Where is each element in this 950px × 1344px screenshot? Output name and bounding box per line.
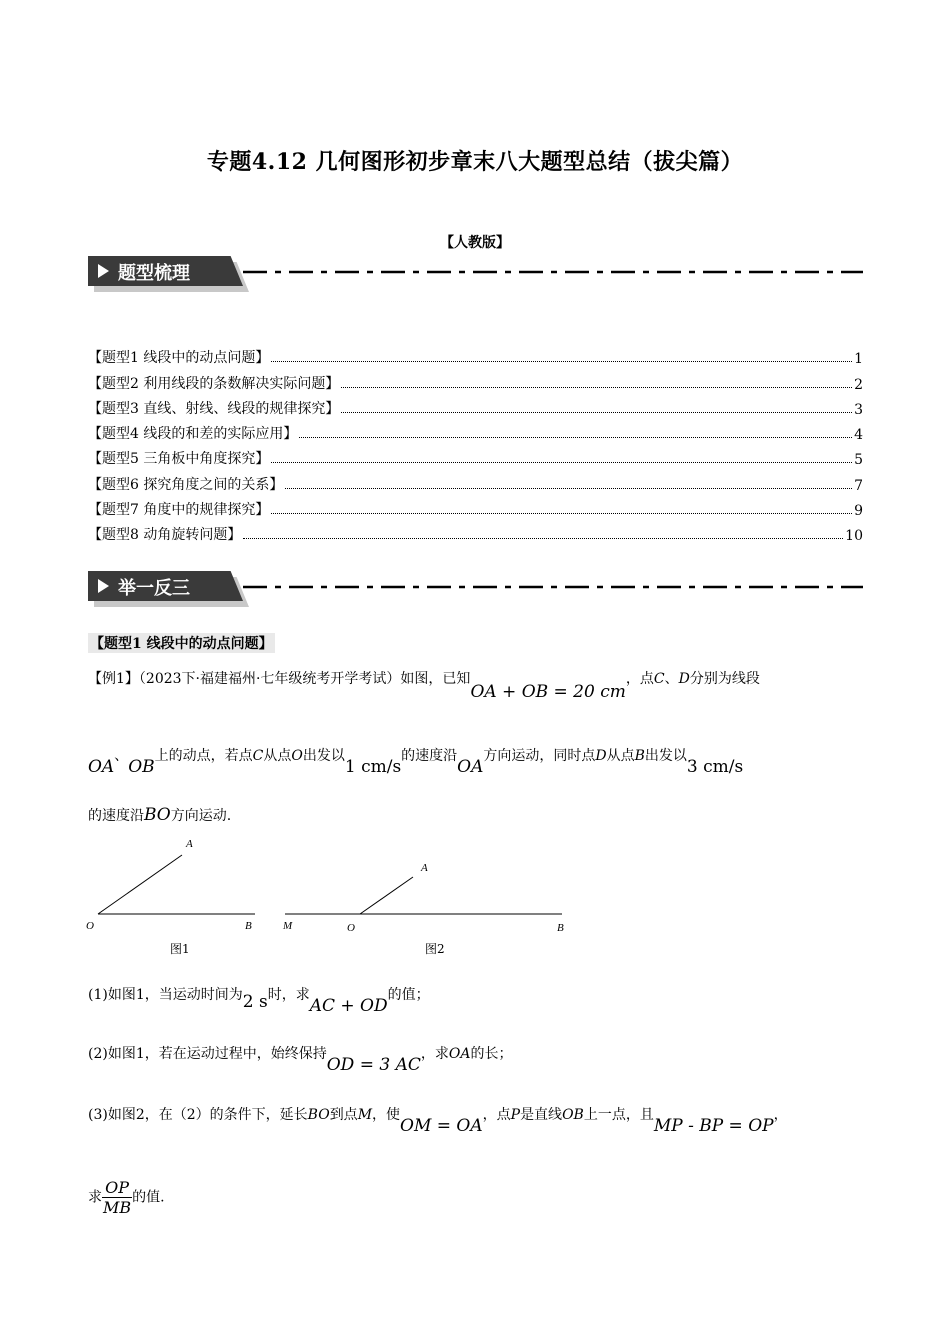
edition-label: 【人教版】 xyxy=(440,235,510,251)
banner-label: 题型梳理 xyxy=(118,263,190,284)
example-line-1: 【例1】（2023下·福建福州·七年级统考开学考试）如图，已知OA + OB = 20 cm，点C、D分别为线段 xyxy=(88,671,760,702)
dash-dot-rule xyxy=(243,585,863,589)
toc-item[interactable]: 【题型6 探究角度之间的关系】 7 xyxy=(88,476,863,494)
geometry-figures xyxy=(80,835,580,960)
figure2-caption: 图2 xyxy=(425,942,445,956)
example-line-3: 的速度沿BO方向运动. xyxy=(88,805,232,825)
fraction-op-over-mb: $\frac{OP}{MB}$ xyxy=(103,1178,132,1217)
toc-item[interactable]: 【题型1 线段中的动点问题】 1 xyxy=(88,350,863,368)
figure2-label-a: A xyxy=(421,862,428,874)
page-title: 专题4.12 几何图形初步章末八大题型总结（拔尖篇） xyxy=(206,149,744,175)
question-2: (2)如图1，若在运动过程中，始终保持OD = 3 AC，求OA的长； xyxy=(88,1046,513,1075)
figure2-label-b: B xyxy=(557,922,564,934)
question-1: (1)如图1，当运动时间为2 s时，求AC + OD的值； xyxy=(88,987,430,1016)
question-3: (3)如图2，在（2）的条件下，延长BO到点M，使OM = OA，点P是直线OB上一点，且MP - BP = OP， xyxy=(88,1107,788,1136)
toc-item[interactable]: 【题型7 角度中的规律探究】 9 xyxy=(88,502,863,520)
section-heading: 【题型1 线段中的动点问题】 xyxy=(88,633,275,653)
banner-question-types xyxy=(88,256,863,290)
dash-dot-rule xyxy=(243,270,863,274)
banner-label: 举一反三 xyxy=(118,578,190,599)
toc-item[interactable]: 【题型3 直线、射线、线段的规律探究】 3 xyxy=(88,400,863,418)
play-triangle-icon xyxy=(98,579,109,593)
toc-item[interactable]: 【题型8 动角旋转问题】 10 xyxy=(88,527,863,545)
banner-examples xyxy=(88,571,863,605)
figure1-label-a: A xyxy=(186,838,193,850)
figure2-label-m: M xyxy=(283,920,293,932)
figure2-label-o: O xyxy=(347,922,355,934)
figure2-segment-oa xyxy=(360,877,413,914)
play-triangle-icon xyxy=(98,264,109,278)
toc-item[interactable]: 【题型5 三角板中角度探究】 5 xyxy=(88,451,863,469)
figure1-segment-oa xyxy=(98,855,182,914)
figure1-label-o: O xyxy=(86,920,94,932)
question-3-fraction-line: 求 $\frac{OP}{MB}$ 的值. xyxy=(88,1178,165,1217)
toc-item[interactable]: 【题型4 线段的和差的实际应用】 4 xyxy=(88,426,863,444)
table-of-contents xyxy=(88,342,863,544)
toc-item[interactable]: 【题型2 利用线段的条数解决实际问题】 2 xyxy=(88,375,863,393)
example-line-2: OA、OB上的动点，若点C从点O出发以1 cm/s的速度沿OA方向运动，同时点D从点B出发以3 cm/s xyxy=(88,748,744,777)
figure1-label-b: B xyxy=(245,920,252,932)
figure1-caption: 图1 xyxy=(170,942,190,956)
